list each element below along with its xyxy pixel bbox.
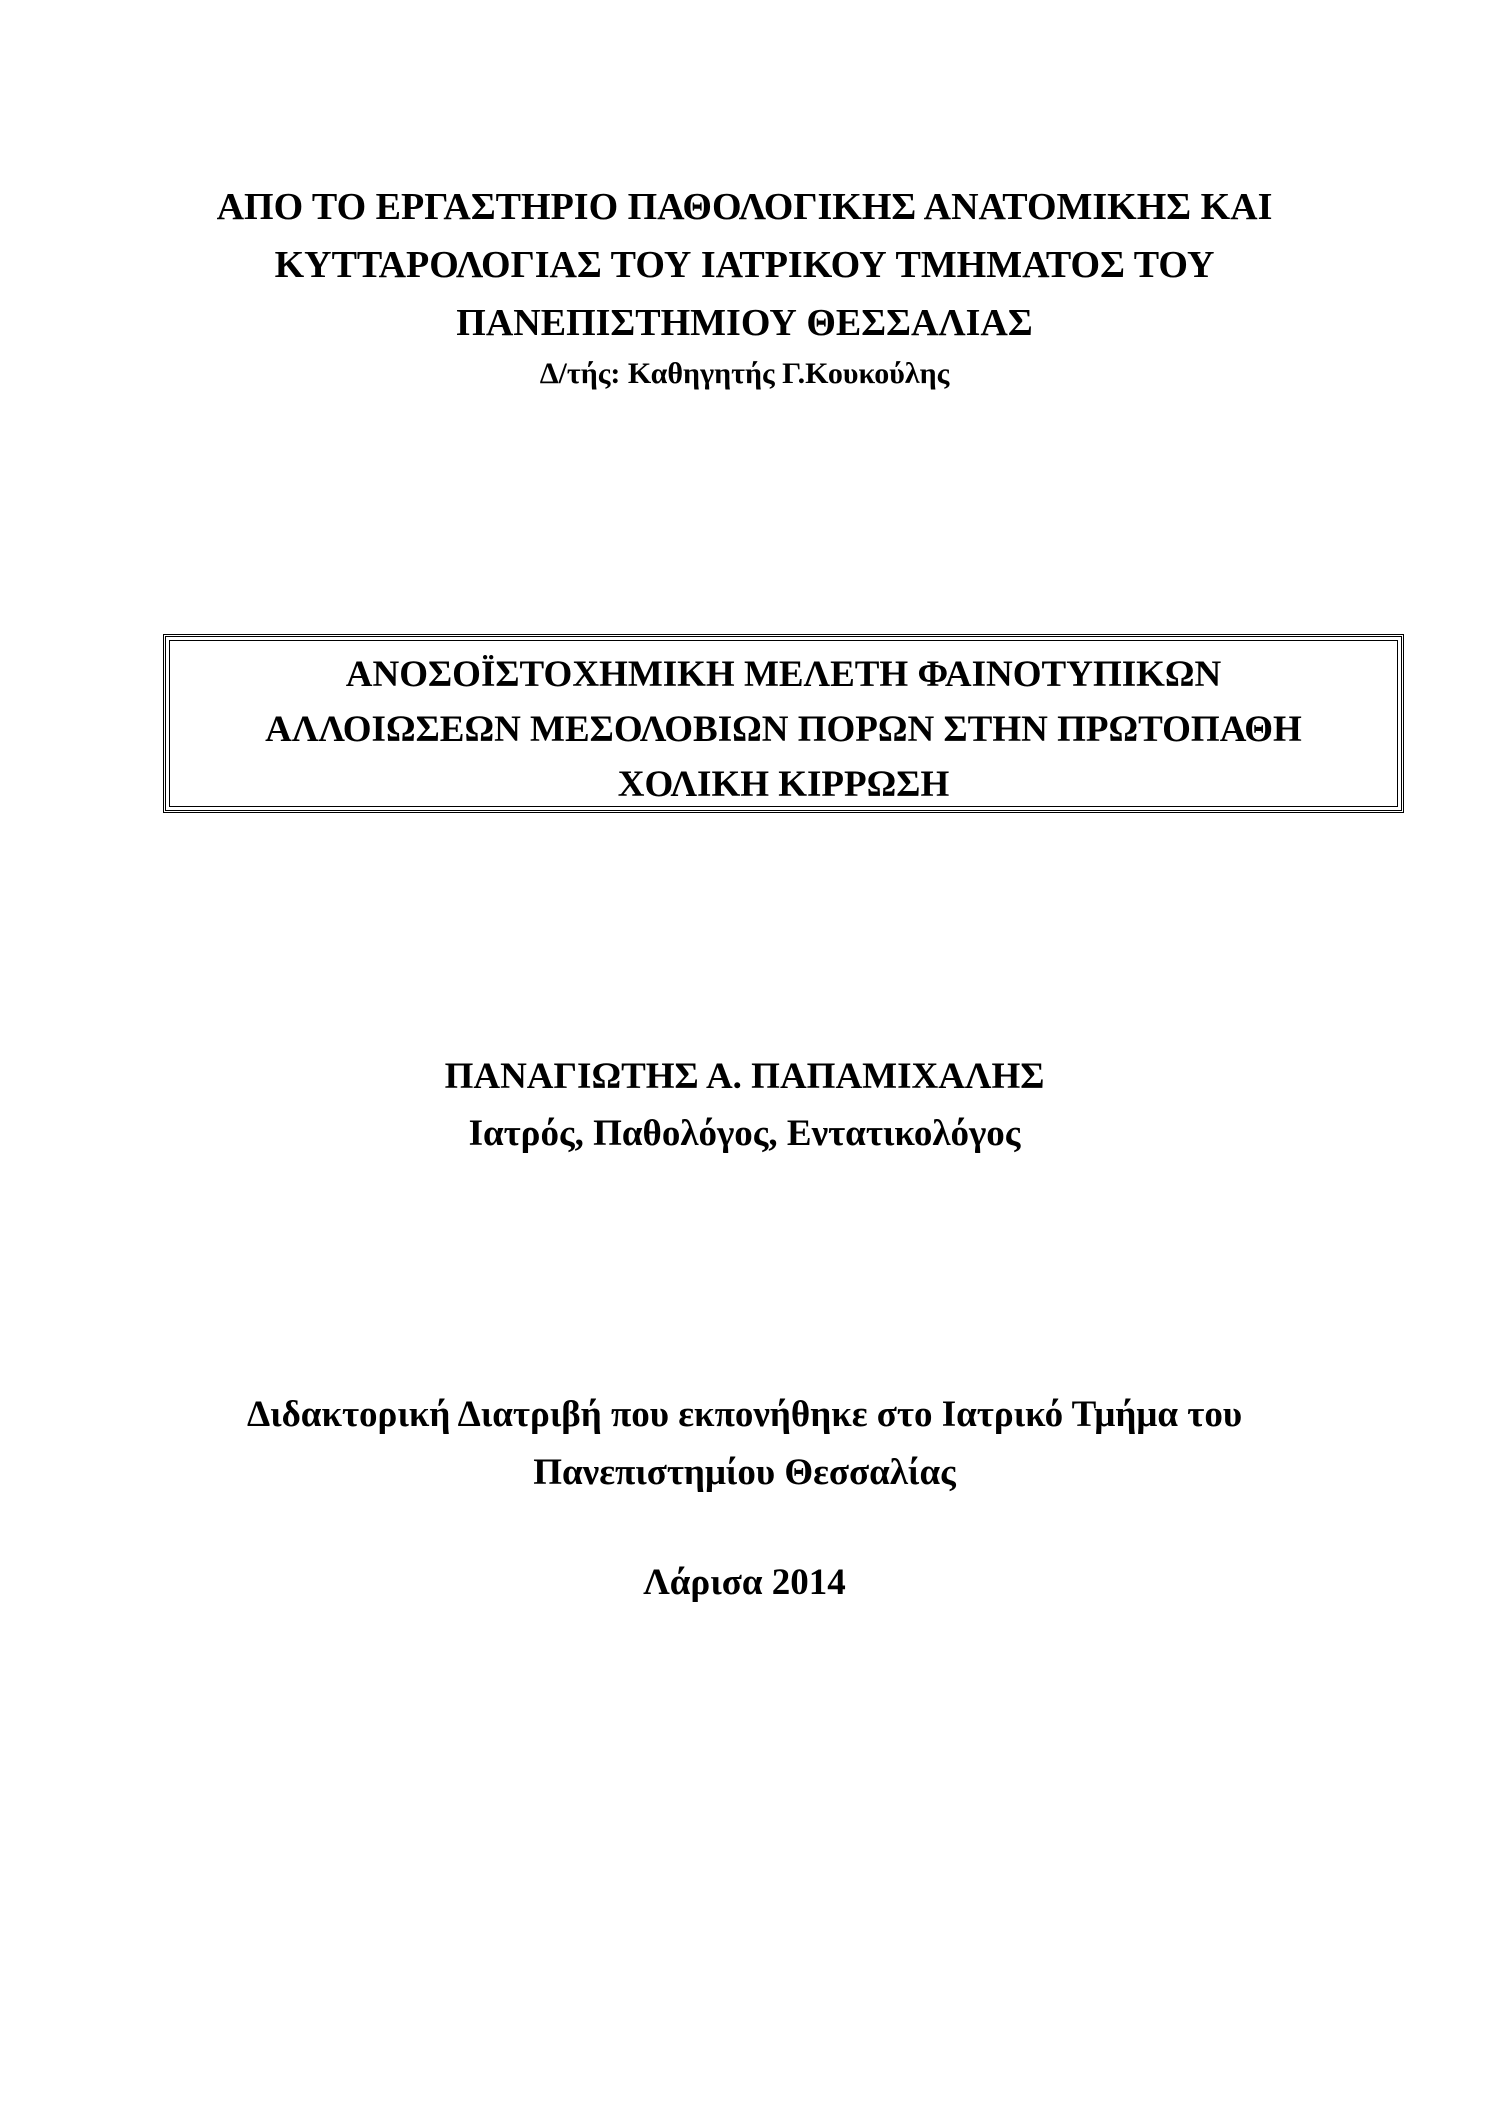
institution-line: ΑΠΟ ΤΟ ΕΡΓΑΣΤΗΡΙΟ ΠΑΘΟΛΟΓΙΚΗΣ ΑΝΑΤΟΜΙΚΗΣ ΚΑΙ (216, 186, 1273, 228)
author-credentials: Ιατρός, Παθολόγος, Εντατικολόγος (468, 1113, 1021, 1154)
director-line: Δ/τής: Καθηγητής Γ.Κουκούλης (539, 357, 950, 390)
thesis-line: Διδακτορική Διατριβή που εκπονήθηκε στο Ιατρικό Τμήμα του (246, 1394, 1243, 1435)
title-line: ΑΛΛΟΙΩΣΕΩΝ ΜΕΣΟΛΟΒΙΩΝ ΠΟΡΩΝ ΣΤΗΝ ΠΡΩΤΟΠΑΘΗ (265, 709, 1302, 750)
title-line: ΧΟΛΙΚΗ ΚΙΡΡΩΣΗ (617, 764, 950, 805)
thesis-description (0, 1386, 1489, 1502)
thesis-title-box (163, 634, 1404, 813)
institution-line: ΠΑΝΕΠΙΣΤΗΜΙΟΥ ΘΕΣΣΑΛΙΑΣ (456, 302, 1033, 344)
institution-heading (0, 178, 1489, 352)
author-name: ΠΑΝΑΓΙΩΤΗΣ Α. ΠΑΠΑΜΙΧΑΛΗΣ (444, 1056, 1045, 1097)
title-line: ΑΝΟΣΟΪΣΤΟΧΗΜΙΚΗ ΜΕΛΕΤΗ ΦΑΙΝΟΤΥΠΙΚΩΝ (345, 654, 1222, 695)
thesis-line: Πανεπιστημίου Θεσσαλίας (533, 1452, 956, 1493)
author-block (0, 1048, 1489, 1162)
place-year: Λάρισα 2014 (643, 1562, 846, 1603)
institution-line: ΚΥΤΤΑΡΟΛΟΓΙΑΣ ΤΟΥ ΙΑΤΡΙΚΟΥ ΤΜΗΜΑΤΟΣ ΤΟΥ (274, 244, 1215, 286)
thesis-title (166, 647, 1401, 812)
